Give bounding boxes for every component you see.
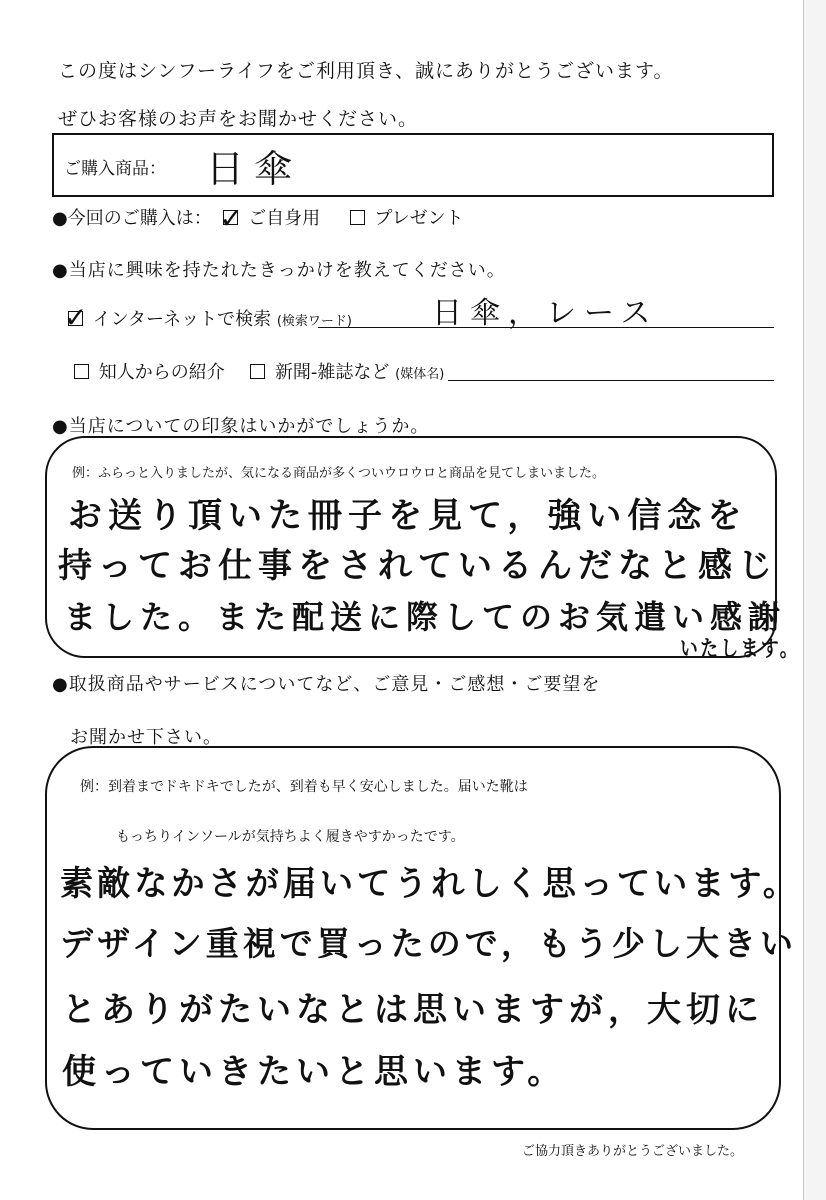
option-self: ご自身用 xyxy=(248,208,321,229)
feedback-example-2: もっちりインソールが気持ちよく履きやすかったです。 xyxy=(116,829,465,845)
feedback-answer-line-4: 使っていきたいと思います。 xyxy=(62,1052,567,1092)
feedback-answer-line-3: とありがたいなとは思いますが，大切に xyxy=(62,990,764,1030)
search-word-underline xyxy=(318,327,774,328)
feedback-question-2: お聞かせ下さい。 xyxy=(70,727,222,748)
impression-answer-line-3: ました。また配送に際してのお気遣い感謝 xyxy=(64,598,787,636)
page-edge xyxy=(803,0,826,1200)
interest-question: ●当店に興味を持たれたきっかけを教えてください。 xyxy=(52,260,506,281)
purchase-question: ●今回のご購入は： xyxy=(52,208,212,229)
product-value: 日傘 xyxy=(206,147,303,191)
checkbox-gift[interactable] xyxy=(350,210,365,225)
search-word-value: 日傘，レース xyxy=(432,296,659,331)
feedback-answer-line-2: デザイン重視で買ったので，もう少し大きい xyxy=(60,924,798,963)
media-label: (媒体名) xyxy=(395,367,445,382)
footer-thanks: ご協力頂きありがとうございました。 xyxy=(522,1144,744,1159)
impression-question: ●当店についての印象はいかがでしょうか。 xyxy=(52,416,430,437)
impression-answer-line-4: いたします。 xyxy=(680,637,800,662)
check-mark-icon: ✓ xyxy=(64,301,88,334)
header-request: ぜひお客様のお声をお聞かせください。 xyxy=(58,108,419,130)
interest-row-2 xyxy=(74,358,444,384)
interest-row-1 xyxy=(64,301,353,334)
checkbox-friend[interactable] xyxy=(74,364,89,379)
media-underline xyxy=(448,380,774,381)
check-mark-icon: ✓ xyxy=(219,202,243,235)
product-label: ご購入商品： xyxy=(64,159,166,179)
search-word-label: (検索ワード) xyxy=(276,314,353,329)
impression-example: 例：ふらっと入りましたが、気になる商品が多くついウロウロと商品を見てしまいました。 xyxy=(72,466,606,481)
option-gift: プレゼント xyxy=(374,208,464,229)
impression-answer-line-1: お送り頂いた冊子を見て，強い信念を xyxy=(68,496,748,536)
option-media: 新聞-雑誌など xyxy=(274,362,390,383)
purchase-row xyxy=(52,202,464,235)
feedback-question: ●取扱商品やサービスについてなど、ご意見・ご感想・ご要望を xyxy=(52,674,601,695)
header-thanks: この度はシンフーライフをご利用頂き、誠にありがとうございます。 xyxy=(58,60,674,82)
feedback-answer-line-1: 素敵なかさが届いてうれしく思っています。 xyxy=(60,864,800,904)
checkbox-media[interactable] xyxy=(250,364,265,379)
feedback-example-1: 例：到着までドキドキでしたが、到着も早く安心しました。届いた靴は xyxy=(80,779,528,795)
option-friend: 知人からの紹介 xyxy=(98,362,225,383)
impression-answer-line-2: 持ってお仕事をされているんだなと感じ xyxy=(58,546,778,586)
option-internet: インターネットで検索 xyxy=(92,309,272,330)
